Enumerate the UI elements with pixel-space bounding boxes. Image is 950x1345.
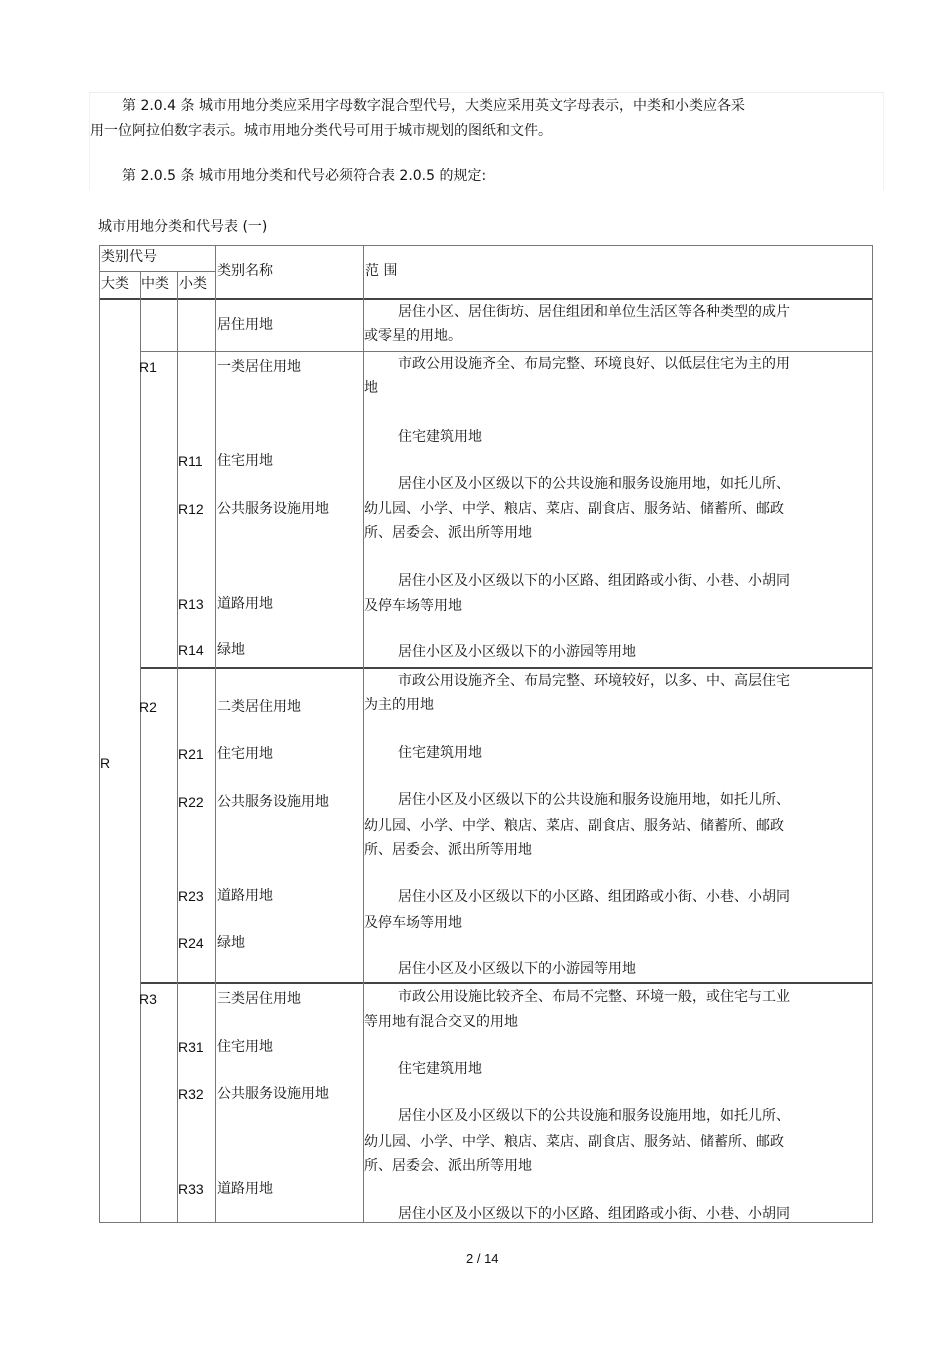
- row-r12-scope: 居住小区及小区级以下的公共设施和服务设施用地，如托儿所、: [398, 476, 790, 492]
- row-r2-name: 二类居住用地: [217, 699, 301, 715]
- row-r32-scope: 居住小区及小区级以下的公共设施和服务设施用地，如托儿所、: [398, 1108, 790, 1124]
- row-r23-scope: 居住小区及小区级以下的小区路、组团路或小街、小巷、小胡同: [398, 889, 790, 905]
- row-r24-name: 绿地: [217, 935, 245, 951]
- row-r33-name: 道路用地: [217, 1181, 273, 1197]
- row-r1-scope: 地: [364, 380, 378, 396]
- row-r13-scope: 及停车场等用地: [364, 598, 462, 614]
- row-r21-name: 住宅用地: [217, 746, 273, 762]
- row-r3-scope: 市政公用设施比较齐全、布局不完整、环境一般，或住宅与工业: [398, 989, 790, 1005]
- row-r1-name: 一类居住用地: [217, 359, 301, 375]
- row-r11-name: 住宅用地: [217, 453, 273, 469]
- row-r31-name: 住宅用地: [217, 1039, 273, 1055]
- row-r-name: 居住用地: [217, 317, 273, 333]
- clause-2-0-4-line2: 用一位阿拉伯数字表示。城市用地分类代号可用于城市规划的图纸和文件。: [90, 123, 552, 139]
- row-r23-code: R23: [178, 888, 204, 904]
- row-r23-scope: 及停车场等用地: [364, 915, 462, 931]
- page-number: 2 / 14: [466, 1251, 499, 1266]
- row-r3-name: 三类居住用地: [217, 991, 301, 1007]
- row-r23-name: 道路用地: [217, 888, 273, 904]
- row-r-scope: 或零星的用地。: [364, 328, 462, 344]
- row-r13-code: R13: [178, 596, 204, 612]
- clause-2-0-4-line1: 第 2.0.4 条 城市用地分类应采用字母数字混合型代号，大类应采用英文字母表示，中类和小类应各采: [122, 98, 745, 114]
- row-r32-scope: 幼儿园、小学、中学、粮店、菜店、副食店、服务站、储蓄所、邮政: [364, 1134, 784, 1150]
- row-r1-scope: 市政公用设施齐全、布局完整、环境良好、以低层住宅为主的用: [398, 356, 790, 372]
- header-code-group: 类别代号: [101, 249, 157, 265]
- row-r33-code: R33: [178, 1181, 204, 1197]
- row-r12-code: R12: [178, 501, 204, 517]
- row-r3-code: R3: [139, 991, 157, 1007]
- row-r1-code: R1: [139, 359, 157, 375]
- row-r32-code: R32: [178, 1086, 204, 1102]
- row-r12-scope: 所、居委会、派出所等用地: [364, 525, 532, 541]
- row-r22-scope: 所、居委会、派出所等用地: [364, 842, 532, 858]
- row-r-scope: 居住小区、居住街坊、居住组团和单位生活区等各种类型的成片: [398, 304, 790, 320]
- row-r2-code: R2: [139, 699, 157, 715]
- header-medium: 中类: [141, 276, 169, 292]
- row-r33-scope: 居住小区及小区级以下的小区路、组团路或小街、小巷、小胡同: [398, 1206, 790, 1222]
- row-r14-scope: 居住小区及小区级以下的小游园等用地: [398, 644, 636, 660]
- row-r22-name: 公共服务设施用地: [217, 794, 329, 810]
- row-r3-scope: 等用地有混合交叉的用地: [364, 1014, 518, 1030]
- row-r11-code: R11: [178, 453, 203, 469]
- row-r22-scope: 居住小区及小区级以下的公共设施和服务设施用地，如托儿所、: [398, 792, 790, 808]
- header-scope: 范 围: [365, 263, 398, 279]
- row-r12-name: 公共服务设施用地: [217, 501, 329, 517]
- row-r14-code: R14: [178, 642, 204, 658]
- row-r21-scope: 住宅建筑用地: [398, 745, 482, 761]
- clause-2-0-5: 第 2.0.5 条 城市用地分类和代号必须符合表 2.0.5 的规定:: [122, 168, 487, 184]
- row-r22-code: R22: [178, 794, 204, 810]
- header-major: 大类: [101, 276, 129, 292]
- row-r13-scope: 居住小区及小区级以下的小区路、组团路或小街、小巷、小胡同: [398, 573, 790, 589]
- row-r2-scope: 为主的用地: [364, 697, 434, 713]
- header-minor: 小类: [179, 276, 207, 292]
- row-r32-scope: 所、居委会、派出所等用地: [364, 1158, 532, 1174]
- header-name: 类别名称: [217, 263, 273, 279]
- row-r31-code: R31: [178, 1039, 204, 1055]
- row-r22-scope: 幼儿园、小学、中学、粮店、菜店、副食店、服务站、储蓄所、邮政: [364, 818, 784, 834]
- row-r24-code: R24: [178, 935, 204, 951]
- row-r31-scope: 住宅建筑用地: [398, 1061, 482, 1077]
- row-r24-scope: 居住小区及小区级以下的小游园等用地: [398, 961, 636, 977]
- row-r21-code: R21: [178, 746, 204, 762]
- row-r11-scope: 住宅建筑用地: [398, 429, 482, 445]
- major-code: R: [100, 755, 111, 771]
- row-r2-scope: 市政公用设施齐全、布局完整、环境较好，以多、中、高层住宅: [398, 673, 790, 689]
- row-r12-scope: 幼儿园、小学、中学、粮店、菜店、副食店、服务站、储蓄所、邮政: [364, 501, 784, 517]
- row-r32-name: 公共服务设施用地: [217, 1086, 329, 1102]
- table-caption: 城市用地分类和代号表 (一): [98, 219, 268, 235]
- row-r14-name: 绿地: [217, 642, 245, 658]
- row-r13-name: 道路用地: [217, 596, 273, 612]
